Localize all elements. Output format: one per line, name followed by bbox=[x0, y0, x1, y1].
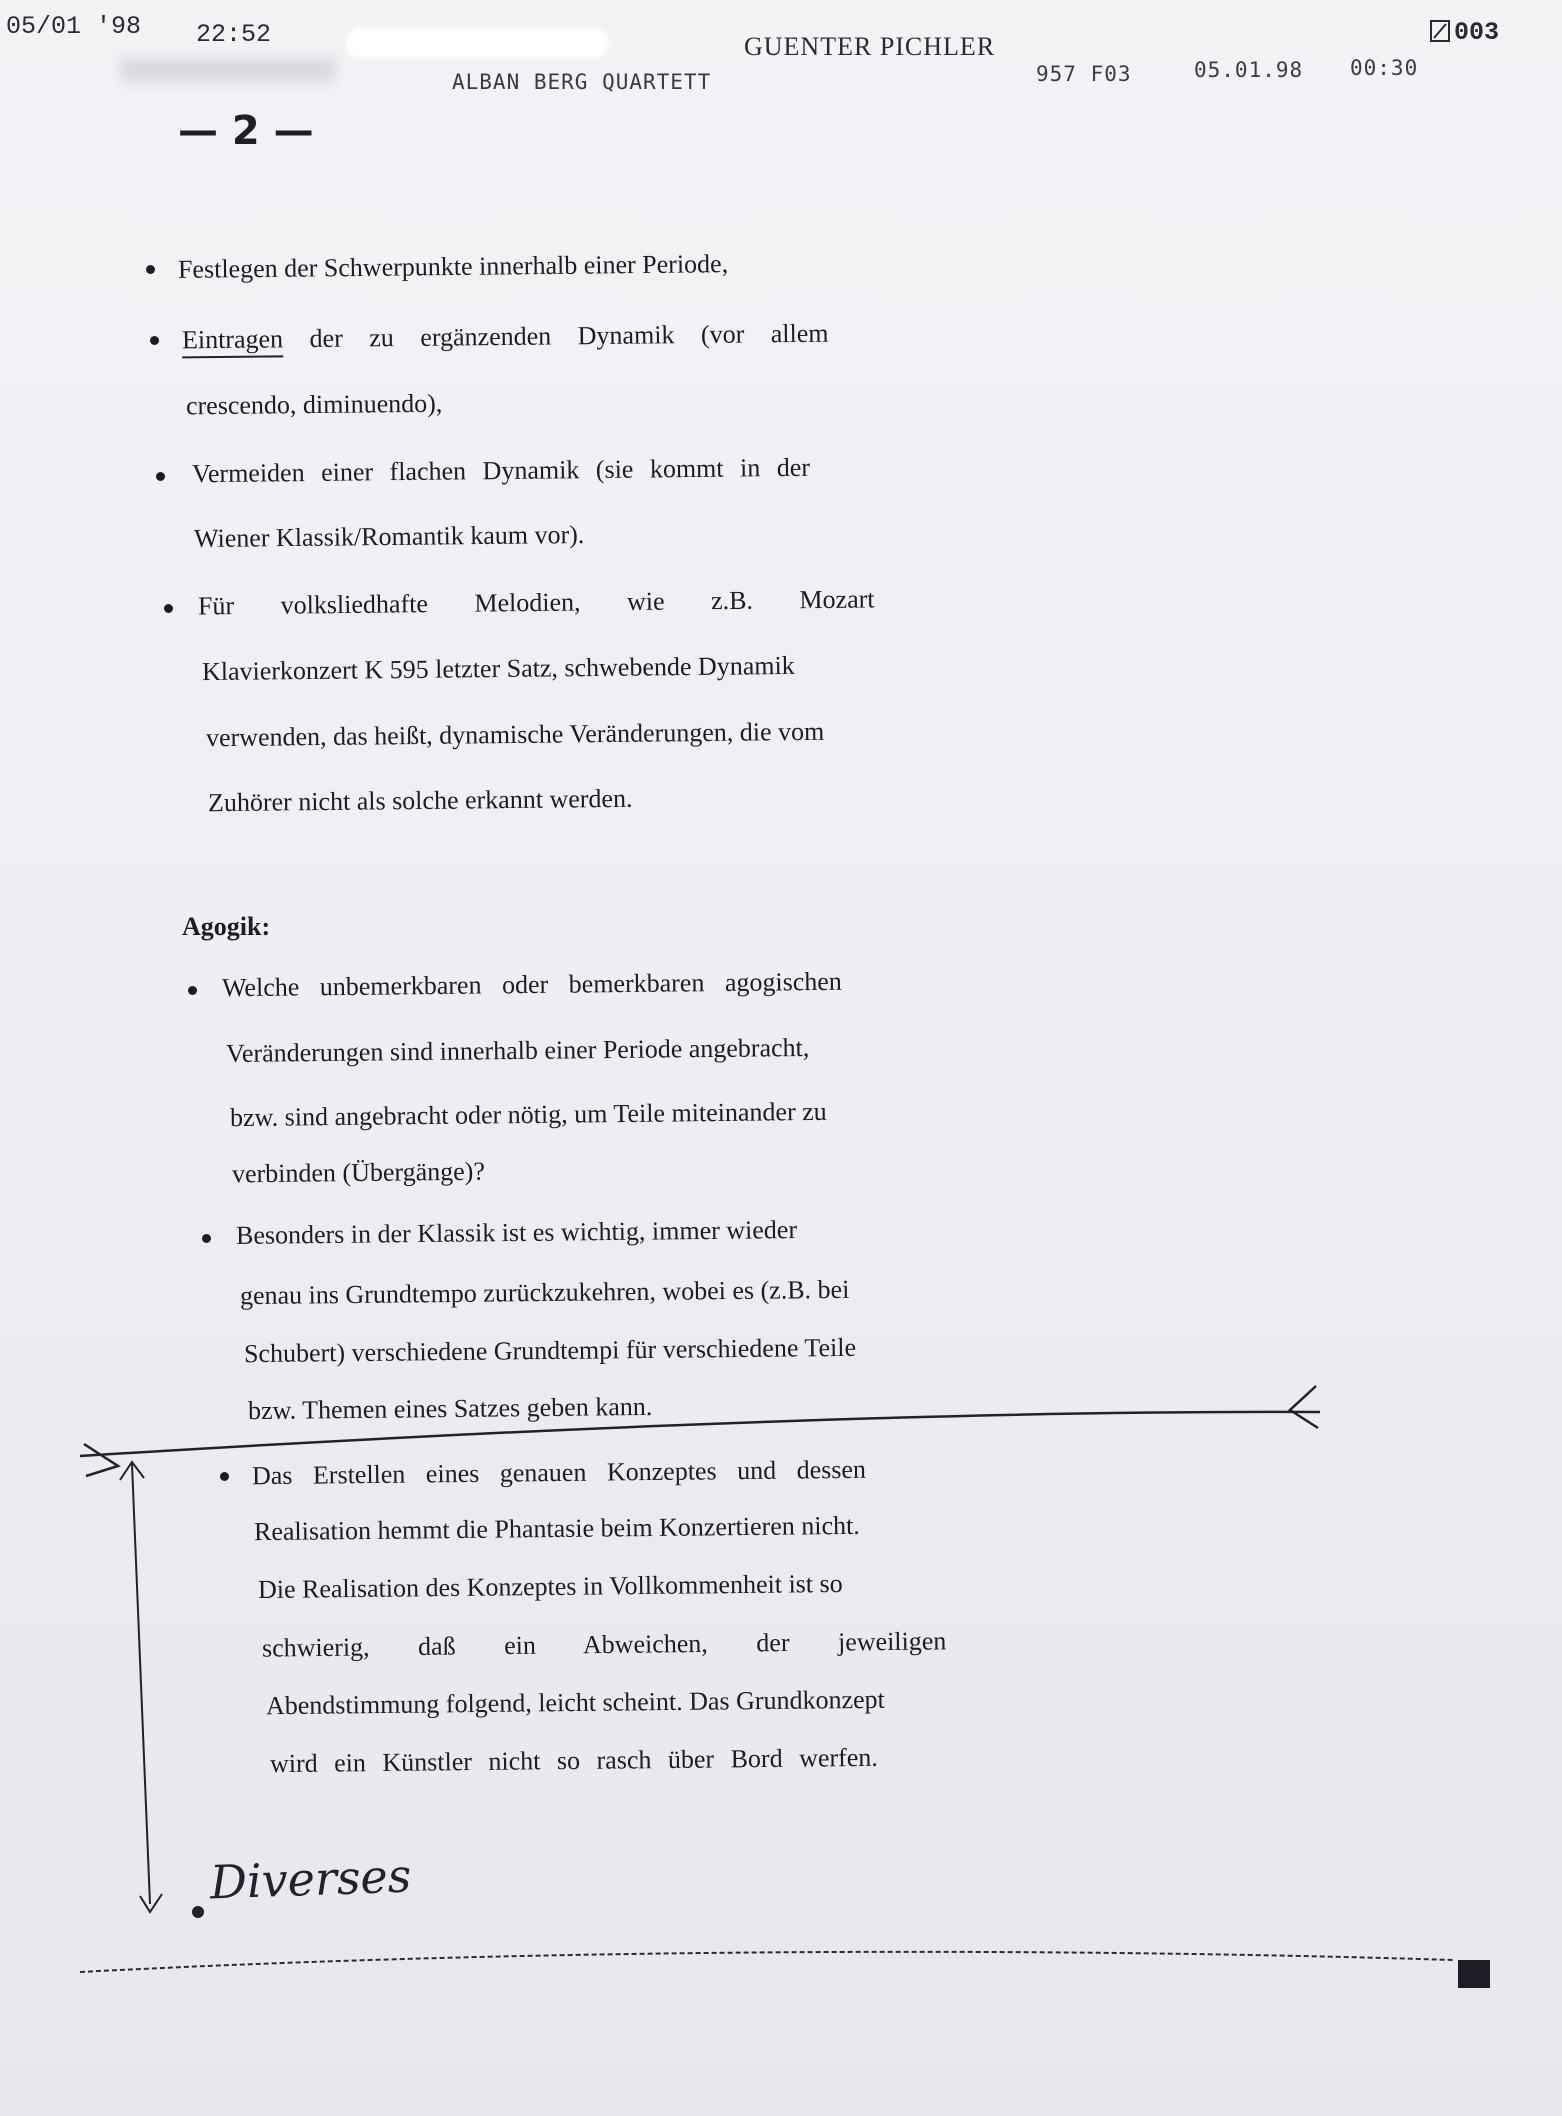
list2-line-6: genau ins Grundtempo zurückzukehren, wobei es (z.B. bei bbox=[239, 1274, 850, 1311]
list1-line-8: verwenden, das heißt, dynamische Veränderungen, die vom bbox=[205, 716, 825, 753]
list1-line-7: Klavierkonzert K 595 letzter Satz, schwebende Dynamik bbox=[201, 650, 795, 687]
list2-line-7: Schubert) verschiedene Grundtempi für verschiedene Teile bbox=[243, 1332, 857, 1369]
handwritten-page-number: — 2 — bbox=[178, 108, 314, 154]
fax-time: 22:52 bbox=[196, 20, 272, 49]
handwritten-start-mark bbox=[84, 1444, 118, 1476]
handwritten-bullet-dot bbox=[192, 1906, 204, 1918]
list1-line-2: Eintragen der zu ergänzenden Dynamik (vor allem bbox=[182, 319, 829, 356]
list2-line-13: Abendstimmung folgend, leicht scheint. Das Grundkonzept bbox=[265, 1684, 885, 1721]
handwritten-divider-line bbox=[80, 1412, 1320, 1456]
list2-line-10: Realisation hemmt die Phantasie beim Konzertieren nicht. bbox=[253, 1510, 860, 1547]
list1-line-6: Für volksliedhafte Melodien, wie z.B. Mozart bbox=[197, 584, 875, 621]
handwritten-note: Diverses bbox=[209, 1848, 413, 1910]
arrow-head-down bbox=[140, 1894, 162, 1912]
list1-line-4: Vermeiden einer flachen Dynamik (sie kommt in der bbox=[191, 452, 811, 489]
handwritten-vertical-arrow bbox=[132, 1464, 150, 1904]
list2-line-12: schwierig, daß ein Abweichen, der jeweiligen bbox=[261, 1626, 947, 1663]
handwritten-end-mark bbox=[1290, 1386, 1318, 1428]
list2-line-9: Das Erstellen eines genauen Konzeptes und dessen bbox=[251, 1454, 867, 1491]
list2-line-1: Welche unbemerkbaren oder bemerkbaren agogischen bbox=[221, 966, 843, 1003]
list1-line-1: Festlegen der Schwerpunkte innerhalb einer Periode, bbox=[177, 249, 729, 284]
list2-line-8: bzw. Themen eines Satzes geben kann. bbox=[247, 1391, 653, 1426]
list2-line-5: Besonders in der Klassik ist es wichtig, immer wieder bbox=[235, 1215, 798, 1250]
fax-page-number: 003 bbox=[1454, 18, 1500, 47]
list2-line-14: wird ein Künstler nicht so rasch über Bord werfen. bbox=[269, 1742, 878, 1779]
fax-code: 957 F03 bbox=[1036, 62, 1132, 86]
list1-line-3: crescendo, diminuendo), bbox=[185, 388, 443, 421]
fax-time-2: 00:30 bbox=[1350, 56, 1419, 80]
fax-date-2: 05.01.98 bbox=[1194, 58, 1304, 82]
fax-date: 05/01 '98 bbox=[6, 12, 142, 41]
list1-line-9: Zuhörer nicht als solche erkannt werden. bbox=[207, 783, 633, 818]
fax-sender-name: GUENTER PICHLER bbox=[744, 32, 996, 61]
list2-line-4: verbinden (Übergänge)? bbox=[231, 1156, 486, 1189]
list2-line-2: Veränderungen sind innerhalb einer Periode angebracht, bbox=[225, 1032, 810, 1069]
list1-line-5: Wiener Klassik/Romantik kaum vor). bbox=[193, 519, 585, 554]
list2-line-3: bzw. sind angebracht oder nötig, um Teile miteinander zu bbox=[229, 1096, 827, 1133]
fax-registration-mark bbox=[1458, 1960, 1490, 1988]
underlined-word: Eintragen bbox=[182, 324, 283, 358]
section-heading-agogik: Agogik: bbox=[182, 912, 271, 941]
list2-line-11: Die Realisation des Konzeptes in Vollkommenheit ist so bbox=[257, 1568, 843, 1605]
bottom-rule-line bbox=[80, 1952, 1454, 1972]
fax-receiver-name: ALBAN BERG QUARTETT bbox=[452, 70, 712, 94]
